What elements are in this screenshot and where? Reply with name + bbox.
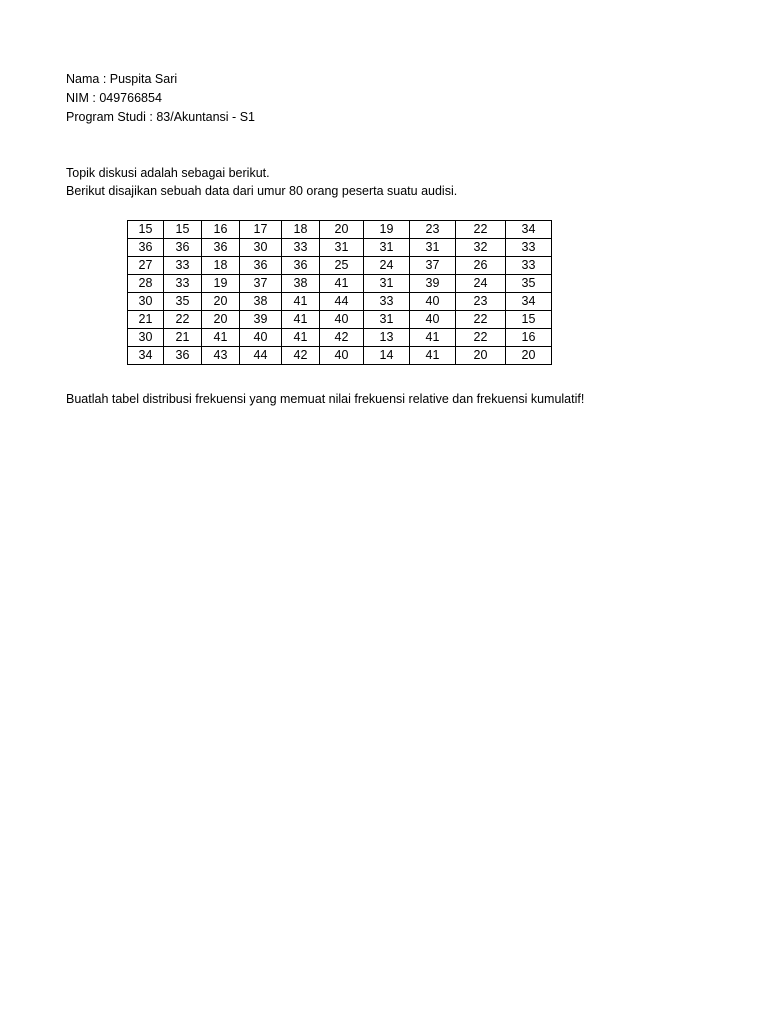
table-cell: 39 <box>410 275 456 293</box>
table-cell: 44 <box>320 293 364 311</box>
table-cell: 28 <box>128 275 164 293</box>
table-cell: 37 <box>240 275 282 293</box>
table-cell: 41 <box>202 329 240 347</box>
table-row <box>128 347 552 365</box>
table-cell: 18 <box>282 221 320 239</box>
topic-intro: Topik diskusi adalah sebagai berikut. <box>66 166 270 180</box>
age-data-table <box>127 220 552 365</box>
table-cell: 36 <box>164 347 202 365</box>
table-cell: 34 <box>506 221 552 239</box>
table-cell: 35 <box>164 293 202 311</box>
table-cell: 32 <box>456 239 506 257</box>
table-cell: 19 <box>364 221 410 239</box>
table-cell: 36 <box>240 257 282 275</box>
table-cell: 31 <box>364 311 410 329</box>
table-cell: 34 <box>128 347 164 365</box>
table-cell: 22 <box>164 311 202 329</box>
table-row <box>128 293 552 311</box>
table-cell: 26 <box>456 257 506 275</box>
table-body <box>128 221 552 365</box>
table-cell: 21 <box>164 329 202 347</box>
table-cell: 40 <box>410 311 456 329</box>
table-cell: 33 <box>364 293 410 311</box>
table-cell: 13 <box>364 329 410 347</box>
table-cell: 36 <box>202 239 240 257</box>
table-cell: 33 <box>506 239 552 257</box>
table-cell: 40 <box>320 311 364 329</box>
table-cell: 36 <box>282 257 320 275</box>
table-cell: 20 <box>202 311 240 329</box>
table-cell: 20 <box>456 347 506 365</box>
table-cell: 22 <box>456 221 506 239</box>
table-cell: 41 <box>282 293 320 311</box>
table-cell: 17 <box>240 221 282 239</box>
table-cell: 33 <box>506 257 552 275</box>
table-row <box>128 329 552 347</box>
table-cell: 23 <box>456 293 506 311</box>
table-cell: 30 <box>128 329 164 347</box>
table-cell: 33 <box>164 275 202 293</box>
student-nim: NIM : 049766854 <box>66 91 162 105</box>
table-cell: 40 <box>320 347 364 365</box>
table-cell: 18 <box>202 257 240 275</box>
table-cell: 31 <box>410 239 456 257</box>
table-cell: 41 <box>410 347 456 365</box>
table-cell: 36 <box>164 239 202 257</box>
table-cell: 27 <box>128 257 164 275</box>
table-cell: 35 <box>506 275 552 293</box>
table-cell: 30 <box>128 293 164 311</box>
table-cell: 43 <box>202 347 240 365</box>
table-cell: 41 <box>282 311 320 329</box>
table-cell: 31 <box>364 275 410 293</box>
table-cell: 14 <box>364 347 410 365</box>
table-cell: 38 <box>282 275 320 293</box>
table-cell: 24 <box>456 275 506 293</box>
table-cell: 20 <box>320 221 364 239</box>
table-cell: 15 <box>164 221 202 239</box>
table-cell: 22 <box>456 311 506 329</box>
table-cell: 22 <box>456 329 506 347</box>
table-cell: 23 <box>410 221 456 239</box>
table-row <box>128 311 552 329</box>
table-cell: 15 <box>128 221 164 239</box>
table-cell: 31 <box>320 239 364 257</box>
table-cell: 38 <box>240 293 282 311</box>
table-cell: 40 <box>410 293 456 311</box>
table-cell: 21 <box>128 311 164 329</box>
table-row <box>128 257 552 275</box>
table-row <box>128 275 552 293</box>
table-cell: 33 <box>282 239 320 257</box>
table-cell: 30 <box>240 239 282 257</box>
table-cell: 16 <box>506 329 552 347</box>
table-cell: 20 <box>202 293 240 311</box>
table-cell: 25 <box>320 257 364 275</box>
table-cell: 15 <box>506 311 552 329</box>
table-cell: 40 <box>240 329 282 347</box>
instruction-text: Buatlah tabel distribusi frekuensi yang memuat nilai frekuensi relative dan frekuensi kumulatif! <box>66 392 585 406</box>
student-name: Nama : Puspita Sari <box>66 72 178 86</box>
table-cell: 42 <box>320 329 364 347</box>
table-row <box>128 221 552 239</box>
table-cell: 41 <box>282 329 320 347</box>
table-cell: 41 <box>320 275 364 293</box>
table-row <box>128 239 552 257</box>
table-cell: 19 <box>202 275 240 293</box>
table-cell: 44 <box>240 347 282 365</box>
table-cell: 20 <box>506 347 552 365</box>
program-studi: Program Studi : 83/Akuntansi - S1 <box>66 110 255 124</box>
table-cell: 39 <box>240 311 282 329</box>
table-cell: 33 <box>164 257 202 275</box>
table-cell: 16 <box>202 221 240 239</box>
data-description: Berikut disajikan sebuah data dari umur 80 orang peserta suatu audisi. <box>66 184 458 198</box>
table-cell: 36 <box>128 239 164 257</box>
table-cell: 34 <box>506 293 552 311</box>
table-cell: 41 <box>410 329 456 347</box>
table-cell: 37 <box>410 257 456 275</box>
table-cell: 24 <box>364 257 410 275</box>
table-cell: 42 <box>282 347 320 365</box>
table-cell: 31 <box>364 239 410 257</box>
